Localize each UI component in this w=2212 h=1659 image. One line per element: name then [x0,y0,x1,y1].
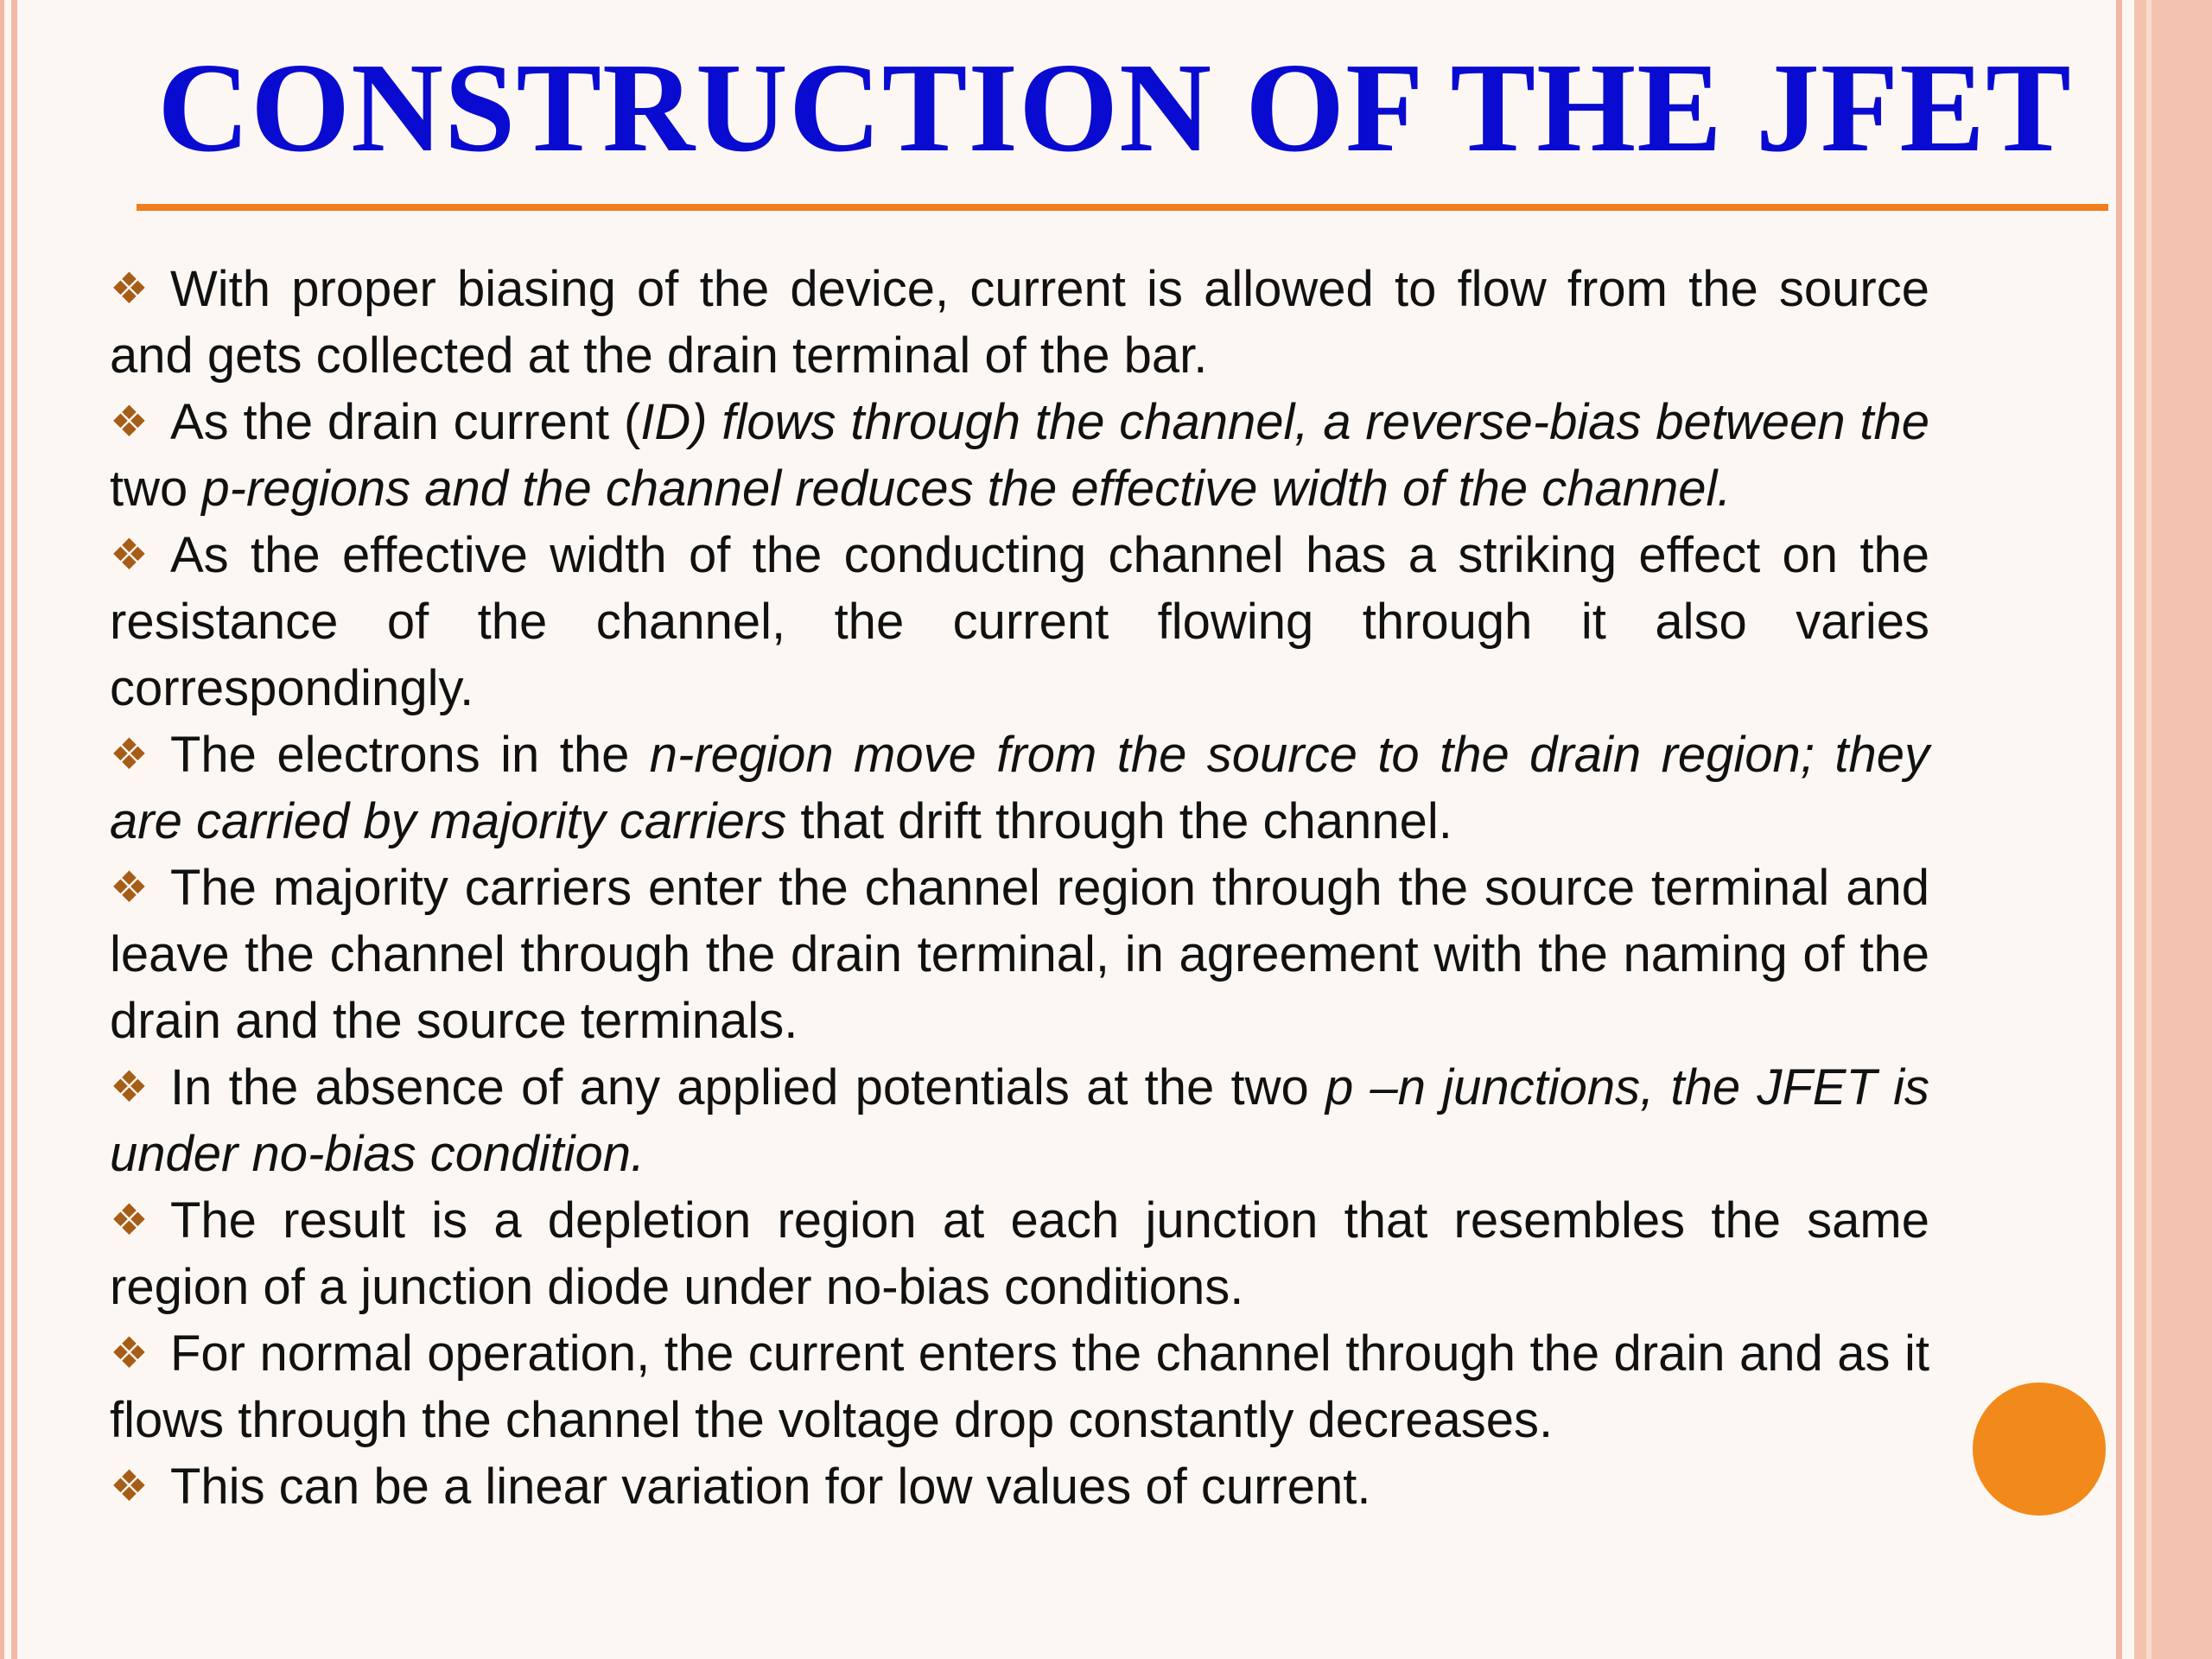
bullet-item [110,389,1929,522]
bullet-text-italic: p-regions and the channel reduces the effective width of the channel. [201,461,1732,517]
bullet-item [110,855,1929,1054]
right-border-line [2116,0,2122,1659]
bullet-text: The electrons in the [170,727,650,783]
bullet-item [110,522,1929,721]
four-diamond-bullet-icon: ❖ [110,397,149,446]
four-diamond-bullet-icon: ❖ [110,1063,149,1111]
bullet-item [110,721,1929,855]
four-diamond-bullet-icon: ❖ [110,730,149,779]
bullet-text: For normal operation, the current enters the channel through the drain and as it flows through the channel the voltage drop constantly decreases. [110,1325,1929,1448]
bullet-text: that drift through the channel. [786,793,1452,849]
bullet-text: As the effective width of the conducting channel has a striking effect on the resistance of the channel, the current flowing through it also varies correspondingly. [110,527,1929,716]
four-diamond-bullet-icon: ❖ [110,531,149,579]
bullet-text: The majority carriers enter the channel region through the source terminal and leave the channel through the drain terminal, in agreement with the naming of the drain and the source terminals. [110,860,1929,1049]
bullet-text: The result is a depletion region at each junction that resembles the same region of a junction diode under no-bias conditions. [110,1192,1929,1315]
left-border-line [11,0,17,1659]
bullet-text: In the absence of any applied potentials at the two [170,1059,1326,1116]
title-underline [137,204,2108,211]
bullet-text-italic: ID) flows through the channel, a reverse-bias between the [640,394,1930,450]
four-diamond-bullet-icon: ❖ [110,264,149,313]
decorative-circle [1973,1382,2106,1516]
four-diamond-bullet-icon: ❖ [110,1196,149,1244]
bullet-text: two [110,461,202,517]
bullet-text-italic: n-region move from the source to the drain region; they are carried by majority carriers [110,727,1929,849]
slide-title: CONSTRUCTION OF THE JFET [157,37,2072,179]
bullet-item [110,1320,1929,1453]
bullet-item [110,1187,1929,1320]
bullet-text: This can be a linear variation for low values of current. [170,1459,1371,1515]
bullet-item [110,1054,1929,1187]
bullet-text: As the drain current ( [170,394,641,450]
four-diamond-bullet-icon: ❖ [110,1462,149,1510]
right-border-band-line [2146,0,2152,1659]
bullet-item [110,256,1929,389]
bullet-text: With proper biasing of the device, current is allowed to flow from the source and gets collected at the drain terminal of the bar. [110,261,1929,384]
bullet-list [110,256,1929,1520]
bullet-text-italic: p –n junctions, the JFET is under no-bias condition. [110,1059,1929,1182]
four-diamond-bullet-icon: ❖ [110,1329,149,1377]
four-diamond-bullet-icon: ❖ [110,863,149,912]
left-border-line [0,0,4,1659]
bullet-item [110,1453,1929,1520]
